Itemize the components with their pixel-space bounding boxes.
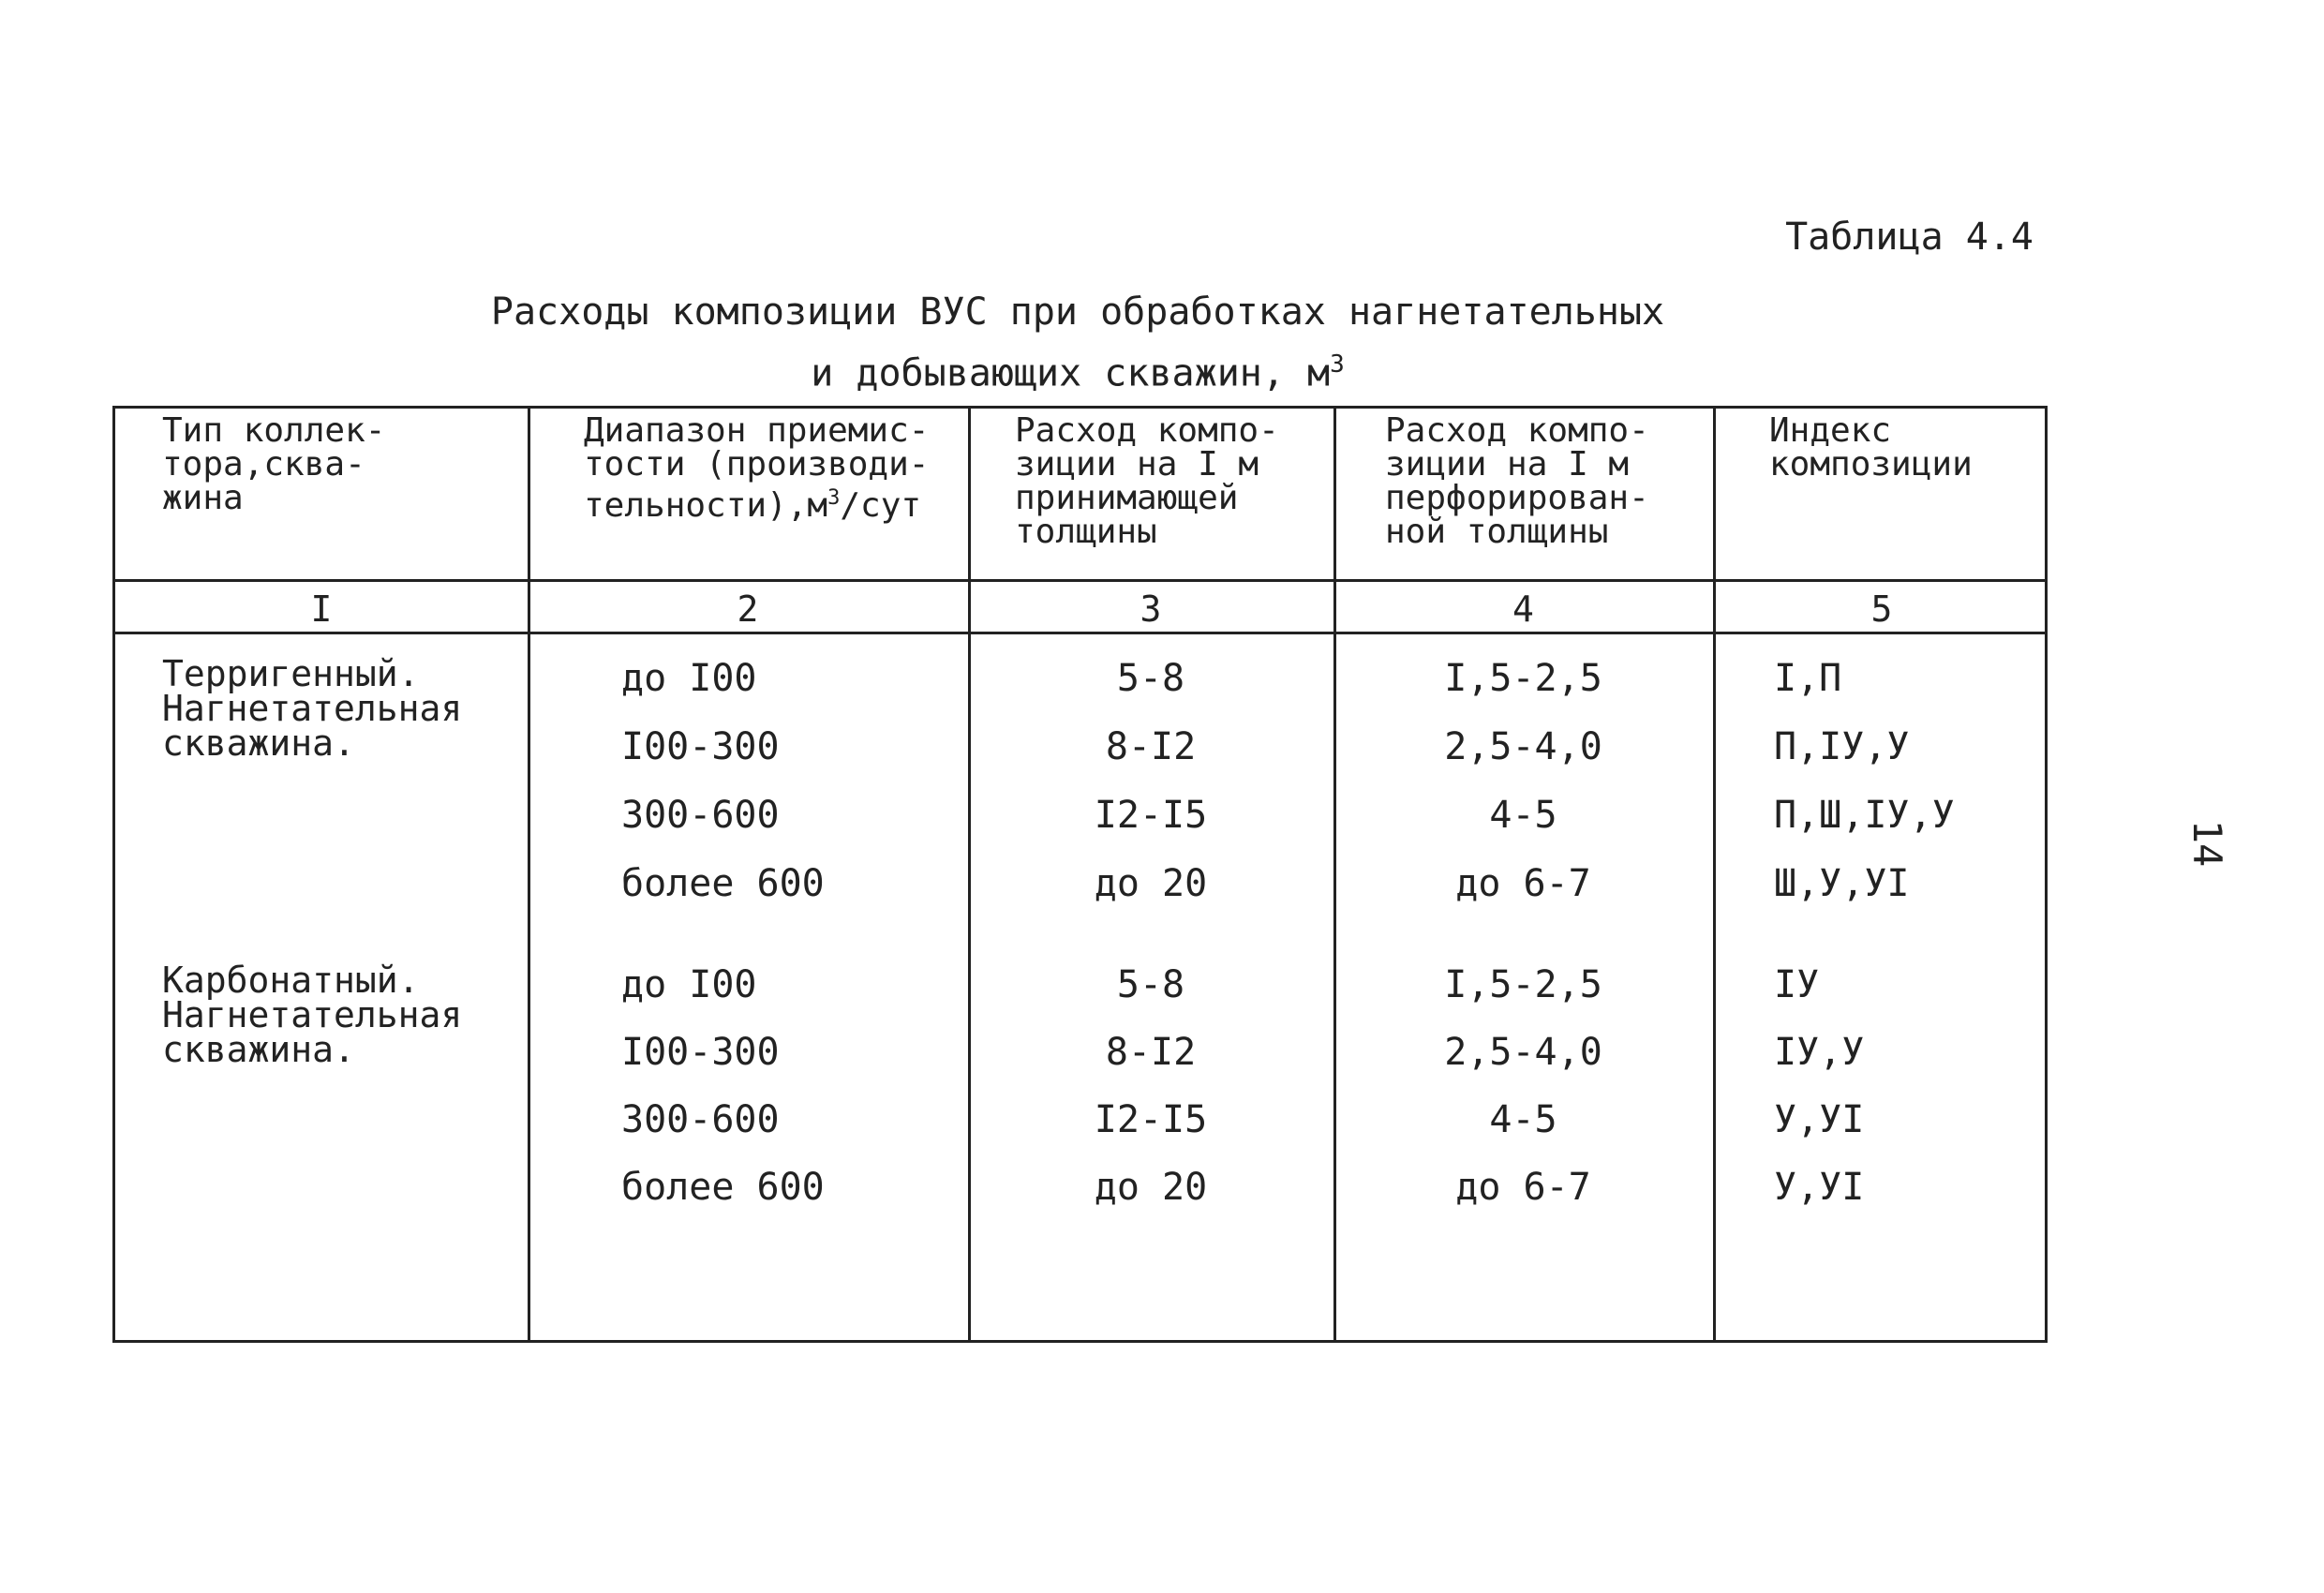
perforated-cell: 2,5-4,0 [1444, 725, 1602, 768]
perforated-cell: I,5-2,5 [1444, 657, 1602, 700]
page-number: 14 [2184, 819, 2230, 868]
perforated-cell: 2,5-4,0 [1444, 1031, 1602, 1074]
index-cell: П,IУ,У [1774, 725, 1910, 768]
collector-type-carbonate: Карбонатный. Нагнетательная скважина. [162, 960, 463, 1070]
caption-line-1: Расходы композиции ВУС при обработках нагнетательных [490, 290, 1665, 334]
column-number: 2 [737, 588, 759, 630]
range-cell: более 600 [621, 1166, 825, 1209]
index-cell: Ш,У,УI [1774, 862, 1910, 905]
caption-line-2 [469, 338, 1687, 399]
range-cell: до I00 [621, 963, 757, 1006]
perforated-cell: до 6-7 [1455, 1166, 1591, 1209]
range-cell: 300-600 [621, 794, 780, 837]
index-cell: П,Ш,IУ,У [1774, 794, 1955, 837]
index-cell: У,УI [1774, 1098, 1865, 1141]
range-cell: более 600 [621, 862, 825, 905]
header-composition-index: Индекс композиции [1769, 411, 1973, 484]
receiving-cell: до 20 [1094, 1166, 1208, 1209]
receiving-cell: 5-8 [1116, 963, 1185, 1006]
header-injectivity-superscript: 3 [827, 486, 841, 510]
index-cell: IУ,У [1774, 1031, 1865, 1074]
range-cell: I00-300 [621, 1031, 780, 1074]
column-number: 5 [1870, 588, 1893, 630]
index-cell: I,П [1774, 657, 1842, 700]
number-row-divider [115, 632, 2045, 634]
column-number: 3 [1140, 588, 1162, 630]
header-perforated-thickness: Расход компо- зиции на I м перфорирован- ной толщины [1385, 411, 1649, 551]
table-caption [469, 286, 1687, 399]
column-divider [528, 409, 530, 1340]
column-number: I [310, 588, 333, 630]
range-cell: 300-600 [621, 1098, 780, 1141]
header-injectivity-unit: /сут [840, 486, 922, 525]
header-receiving-thickness: Расход компо- зиции на I м принимающей толщины [1015, 411, 1279, 551]
perforated-cell: 4-5 [1489, 794, 1557, 837]
header-divider [115, 579, 2045, 582]
column-divider [1713, 409, 1716, 1340]
index-cell: У,УI [1774, 1166, 1865, 1209]
receiving-cell: 8-I2 [1105, 1031, 1197, 1074]
receiving-cell: 8-I2 [1105, 725, 1197, 768]
table-label: Таблица 4.4 [1785, 216, 2034, 259]
receiving-cell: I2-I5 [1094, 1098, 1208, 1141]
collector-type-terrigenous: Терригенный. Нагнетательная скважина. [162, 653, 463, 764]
perforated-cell: 4-5 [1489, 1098, 1557, 1141]
header-injectivity-range [584, 411, 959, 525]
perforated-cell: I,5-2,5 [1444, 963, 1602, 1006]
caption-line-2-text: и добывающих скважин, м [811, 351, 1331, 395]
header-collector-type: Тип коллек- тора,сква- жина [162, 411, 386, 517]
perforated-cell: до 6-7 [1455, 862, 1591, 905]
receiving-cell: I2-I5 [1094, 794, 1208, 837]
caption-superscript: 3 [1330, 350, 1345, 379]
range-cell: I00-300 [621, 725, 780, 768]
column-number: 4 [1512, 588, 1534, 630]
index-cell: IУ [1774, 963, 1820, 1006]
data-table [112, 406, 2048, 1343]
receiving-cell: до 20 [1094, 862, 1208, 905]
header-injectivity-text: Диапазон приемис- тости (производи- тельности),м [584, 411, 930, 525]
range-cell: до I00 [621, 657, 757, 700]
receiving-cell: 5-8 [1116, 657, 1185, 700]
